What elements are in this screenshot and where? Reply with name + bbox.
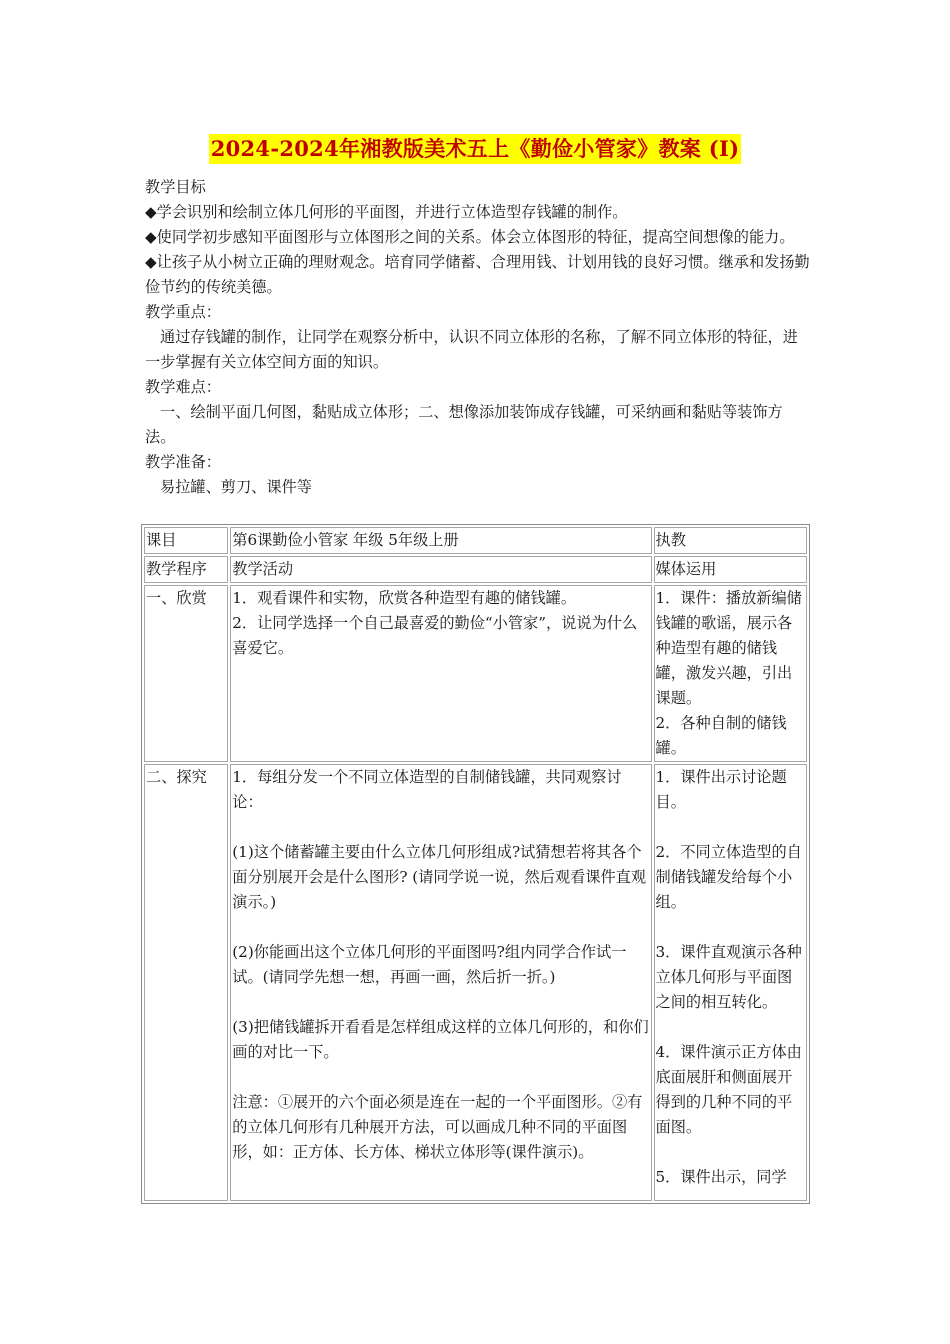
document-title: 2024-2024年湘教版美术五上《勤俭小管家》教案 (I) [209,134,742,164]
title-wrapper [0,134,950,164]
preparation-text: 易拉罐、剪刀、课件等 [160,478,312,496]
goal-item-1: ◆学会识别和绘制立体几何形的平面图，并进行立体造型存钱罐的制作。 [145,203,628,221]
table-cell [654,764,807,1201]
table-row [144,585,807,762]
preparation-heading: 教学准备： [145,453,221,471]
key-points-text: 通过存钱罐的制作，让同学在观察分析中，认识不同立体形的名称，了解不同立体形的特征，进一步掌握有关立体空间方面的知识。 [145,328,798,371]
table-cell [230,585,651,762]
spacer [232,1065,649,1090]
table-cell: 课目 [144,527,228,554]
difficulty-text: 一、绘制平面几何图，黏贴成立体形；二、想像添加装饰成存钱罐，可采纳画和黏贴等装饰方法。 [145,403,783,446]
spacer [232,815,649,840]
spacer [232,990,649,1015]
lesson-plan-table [141,524,810,1204]
spacer [656,915,805,940]
table-row [144,556,807,583]
spacer [656,815,805,840]
table-cell: 教学活动 [230,556,651,583]
activity-text: 注意：①展开的六个面必须是连在一起的一个平面图形。②有的立体几何形有几种展开方法，可以画成几种不同的平面图形，如：正方体、长方体、梯状立体形等(课件演示)。 [232,1093,643,1161]
media-text: 1．课件：播放新编储钱罐的歌谣，展示各种造型有趣的储钱罐，激发兴趣，引出课题。 [655,589,802,707]
media-text: 4．课件演示正方体由底面展肝和侧面展开得到的几种不同的平面图。 [655,1043,802,1136]
activity-text: 1．观看课件和实物，欣赏各种造型有趣的储钱罐。 [232,589,577,607]
goal-item-2: ◆使同学初步感知平面图形与立体图形之间的关系。体会立体图形的特征，提高空间想像的能力。 [145,228,795,246]
table-cell [654,585,807,762]
table-row [144,527,807,554]
activity-text: (1)这个储蓄罐主要由什么立体几何形组成?试猜想若将其各个面分别展开会是什么图形? (请同学说一说，然后观看课件直观演示。) [232,843,647,911]
activity-text: 2．让同学选择一个自己最喜爱的勤俭“小管家”，说说为什么喜爱它。 [232,614,638,657]
table-cell: 媒体运用 [654,556,807,583]
media-text: 1．课件出示讨论题目。 [655,768,787,811]
goals-heading: 教学目标 [145,178,206,196]
activity-text: (2)你能画出这个立体几何形的平面图吗?组内同学合作试一试。(请同学先想一想，再画一画，然后折一折。) [232,943,627,986]
spacer [656,1140,805,1165]
spacer [232,915,649,940]
table-row [144,764,807,1201]
table-cell: 二、探究 [144,764,228,1201]
media-text: 2．不同立体造型的自制储钱罐发给每个小组。 [655,843,802,911]
table-cell: 执教 [654,527,807,554]
goal-item-3: ◆让孩子从小树立正确的理财观念。培育同学储蓄、合理用钱、计划用钱的良好习惯。继承和发扬勤俭节约的传统美德。 [145,253,810,296]
activity-text: (3)把储钱罐拆开看看是怎样组成这样的立体几何形的，和你们画的对比一下。 [232,1018,649,1061]
table-cell: 第6课勤俭小管家 年级 5年级上册 [230,527,651,554]
key-points-heading: 教学重点： [145,303,221,321]
table-cell: 教学程序 [144,556,228,583]
media-text: 2．各种自制的储钱罐。 [655,714,787,757]
difficulty-heading: 教学难点： [145,378,221,396]
document-body [145,175,813,500]
spacer [656,1015,805,1040]
media-text: 3．课件直观演示各种立体几何形与平面图之间的相互转化。 [655,943,802,1011]
table-cell [230,764,651,1201]
table-cell: 一、欣赏 [144,585,228,762]
activity-text: 1．每组分发一个不同立体造型的自制储钱罐，共同观察讨论： [232,768,622,811]
media-text: 5．课件出示，同学 [655,1168,787,1186]
